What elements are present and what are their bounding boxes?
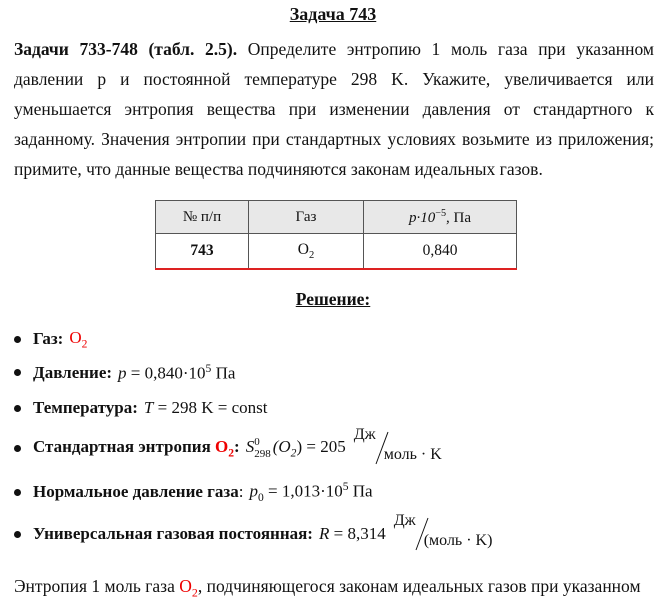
bullet-dot bbox=[14, 489, 21, 496]
header-pressure-post: , Па bbox=[446, 209, 472, 226]
gas-constant-eq: = 8,314 bbox=[329, 524, 386, 543]
list-item-pressure bbox=[14, 362, 235, 384]
entropy-unit bbox=[352, 428, 448, 468]
entropy-colon: : bbox=[234, 436, 240, 456]
entropy-sup: 0 bbox=[254, 436, 260, 448]
temperature-label: Температура: bbox=[33, 398, 138, 417]
bullet-dot bbox=[14, 336, 21, 343]
bottom-gas-base: O bbox=[179, 576, 192, 596]
bottom-text bbox=[14, 576, 654, 601]
bottom-gas-sub: 2 bbox=[191, 585, 198, 600]
gas-value-sub: 2 bbox=[81, 337, 88, 351]
bullet-dot bbox=[14, 405, 21, 412]
pressure-unit: Па bbox=[211, 363, 236, 383]
problem-statement-bold: Задачи 733-748 (табл. 2.5). bbox=[14, 39, 238, 59]
normal-pressure-unit: Па bbox=[348, 481, 373, 501]
pressure-label: Давление: bbox=[33, 362, 113, 382]
header-pressure bbox=[364, 201, 517, 234]
normal-pressure-colon: : bbox=[238, 482, 244, 502]
gas-value-base: O bbox=[69, 328, 82, 347]
entropy-unit-den: моль · K bbox=[383, 446, 442, 463]
entropy-sub: 298 bbox=[254, 448, 271, 460]
pressure-symbol: p bbox=[118, 363, 127, 383]
list-item-temperature bbox=[14, 398, 267, 418]
entropy-gas-base: O bbox=[215, 436, 229, 456]
cell-num: 743 bbox=[156, 234, 249, 270]
gas-constant-unit-num: Дж bbox=[393, 512, 416, 529]
data-table bbox=[155, 200, 517, 270]
temperature-symbol: T bbox=[143, 398, 154, 417]
entropy-formula bbox=[246, 436, 346, 460]
entropy-arg-sub: 2 bbox=[290, 446, 297, 460]
normal-pressure-sub: 0 bbox=[257, 491, 264, 505]
gas-value bbox=[69, 328, 87, 350]
header-pressure-exp: −5 bbox=[435, 207, 447, 219]
normal-pressure-label bbox=[33, 482, 243, 502]
bottom-text-pre: Энтропия 1 моль газа bbox=[14, 576, 180, 596]
list-item-gas bbox=[14, 328, 87, 350]
cell-pressure: 0,840 bbox=[364, 234, 517, 270]
pressure-exp: 5 bbox=[205, 362, 212, 375]
normal-pressure-symbol: p bbox=[249, 481, 258, 501]
gas-constant-symbol: R bbox=[318, 524, 330, 543]
normal-pressure-label-text: Нормальное давление газа bbox=[33, 482, 239, 502]
table-row bbox=[156, 234, 517, 270]
list-item-gas-constant bbox=[14, 514, 502, 554]
normal-pressure-eq: = 1,013·10 bbox=[263, 481, 343, 501]
cell-gas bbox=[249, 234, 364, 270]
temperature-eq: = 298 K = const bbox=[153, 398, 268, 417]
problem-statement bbox=[14, 34, 654, 184]
entropy-symbol: S bbox=[245, 436, 255, 456]
header-num: № п/п bbox=[156, 201, 249, 234]
list-item-normal-pressure bbox=[14, 480, 373, 504]
list-item-entropy bbox=[14, 428, 448, 468]
problem-title: Задача 743 bbox=[289, 4, 377, 24]
gas-constant-formula bbox=[319, 524, 386, 544]
gas-label: Газ: bbox=[33, 329, 64, 349]
header-gas: Газ bbox=[249, 201, 364, 234]
bottom-text-post: , подчиняющегося законам идеальных газов при указанном bbox=[197, 576, 641, 596]
pressure-eq: = 0,840·10 bbox=[126, 363, 206, 383]
bottom-gas bbox=[179, 576, 198, 600]
bullet-dot bbox=[14, 369, 21, 376]
bullet-dot bbox=[14, 531, 21, 538]
problem-statement-text: Определите энтропию 1 моль газа при указанном давлении p и постоянной температуре 298 K. Укажите, увеличивается или уменьшается энтропия вещества при изменении давления от стандартного к заданному. Значения энтропии при стандартных условиях возьмите из приложения; примите, что данные вещества подчиняются законам идеальных газов. bbox=[14, 39, 654, 179]
gas-constant-unit bbox=[392, 514, 502, 554]
gas-constant-unit-den: (моль · K) bbox=[423, 532, 493, 549]
entropy-unit-num: Дж bbox=[353, 426, 376, 443]
entropy-gas-sub: 2 bbox=[228, 446, 235, 460]
header-pressure-pre: p·10 bbox=[408, 209, 436, 226]
temperature-formula bbox=[144, 398, 268, 418]
normal-pressure-exp: 5 bbox=[342, 480, 349, 493]
solution-title: Решение: bbox=[295, 289, 371, 309]
normal-pressure-formula bbox=[249, 480, 372, 504]
bullet-dot bbox=[14, 445, 21, 452]
entropy-arg: (O bbox=[272, 436, 291, 456]
entropy-arg-close: ) bbox=[296, 436, 303, 456]
gas-constant-label: Универсальная газовая постоянная: bbox=[33, 524, 313, 543]
entropy-gas bbox=[215, 436, 235, 460]
table-header-row bbox=[156, 201, 517, 234]
entropy-eq: = 205 bbox=[302, 436, 346, 456]
cell-gas-sub: 2 bbox=[308, 250, 315, 262]
entropy-label-text: Стандартная энтропия bbox=[33, 436, 216, 456]
entropy-label bbox=[33, 437, 240, 459]
pressure-formula bbox=[118, 362, 235, 384]
cell-gas-base: O bbox=[297, 240, 309, 258]
